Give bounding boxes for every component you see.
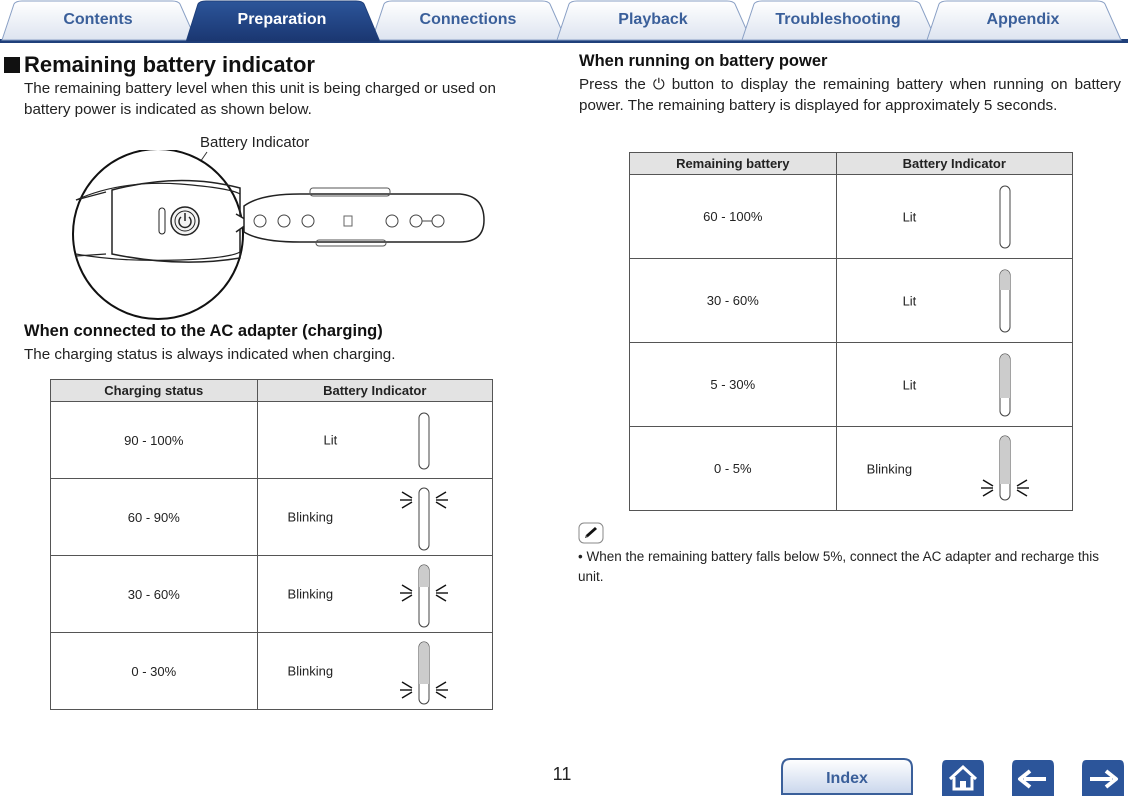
battery-indicator-mid-icon [985,268,1025,336]
table-row [630,427,1073,511]
battery-level: 60 - 100% [630,175,837,259]
charging-state: Lit [323,432,338,448]
battery-state: Blinking [866,461,913,476]
battery-level: 5 - 30% [630,343,837,427]
battery-indicator-full-icon [404,411,444,473]
section-title [4,52,315,78]
battery-indicator-full-icon [985,184,1025,252]
device-illustration [60,150,500,320]
page-number: 11 [552,764,572,784]
battery-indicator-blink-top-icon [398,486,450,552]
table-row [51,402,493,479]
charging-state: Blinking [287,509,334,525]
charging-level: 0 - 30% [51,633,258,710]
charging-level: 60 - 90% [51,479,258,556]
battery-indicator-blink-low-icon [398,640,450,706]
table-row [630,343,1073,427]
back-button[interactable] [1010,756,1056,796]
section-title-text: Remaining battery indicator [24,52,315,77]
battery-level: 30 - 60% [630,259,837,343]
note-pencil-icon [578,522,604,544]
charging-state: Blinking [287,663,334,679]
table-row [630,175,1073,259]
tab-contents[interactable]: Contents [63,11,133,28]
charging-level: 30 - 60% [51,556,258,633]
battery-state: Lit [902,377,917,392]
charging-heading: When connected to the AC adapter (charging) [24,322,383,340]
battery-state: Lit [902,293,917,308]
table-row [630,259,1073,343]
charging-col2-header: Battery Indicator [257,380,492,402]
section-bullet-icon [4,57,20,73]
callout-label: Battery Indicator [200,134,310,151]
battery-text: Press the ⏻ button to display the remaining battery when running on battery power. The remaining battery is displayed for approximately 5 seconds. [579,76,1121,114]
charging-col1-header: Charging status [51,380,258,402]
tab-troubleshooting[interactable]: Troubleshooting [775,11,901,28]
forward-button[interactable] [1080,756,1126,796]
table-row [51,556,493,633]
charging-level: 90 - 100% [51,402,258,479]
home-button[interactable] [940,756,986,796]
charging-state: Blinking [287,586,334,602]
tab-appendix[interactable]: Appendix [986,11,1060,28]
battery-state: Lit [902,209,917,224]
charging-table [50,379,493,710]
note-text: • When the remaining battery falls below 5%, connect the AC adapter and recharge this unit. [578,549,1100,584]
tab-preparation[interactable]: Preparation [237,11,327,28]
battery-col2-header: Battery Indicator [836,153,1072,175]
section-intro: The remaining battery level when this unit is being charged or used on battery power is indicated as shown below. [24,80,496,118]
index-button-label[interactable]: Index [826,770,868,787]
table-row [51,633,493,710]
tab-bar [0,0,1128,44]
tab-playback[interactable]: Playback [618,11,688,28]
battery-col1-header: Remaining battery [630,153,837,175]
battery-indicator-blink-empty-icon [979,434,1031,504]
battery-heading: When running on battery power [579,52,828,70]
battery-indicator-blink-mid-icon [398,563,450,629]
table-row [51,479,493,556]
charging-text: The charging status is always indicated when charging. [24,346,396,363]
battery-table [629,152,1073,511]
tab-connections[interactable]: Connections [419,11,517,28]
battery-indicator-low-icon [985,352,1025,420]
battery-level: 0 - 5% [630,427,837,511]
